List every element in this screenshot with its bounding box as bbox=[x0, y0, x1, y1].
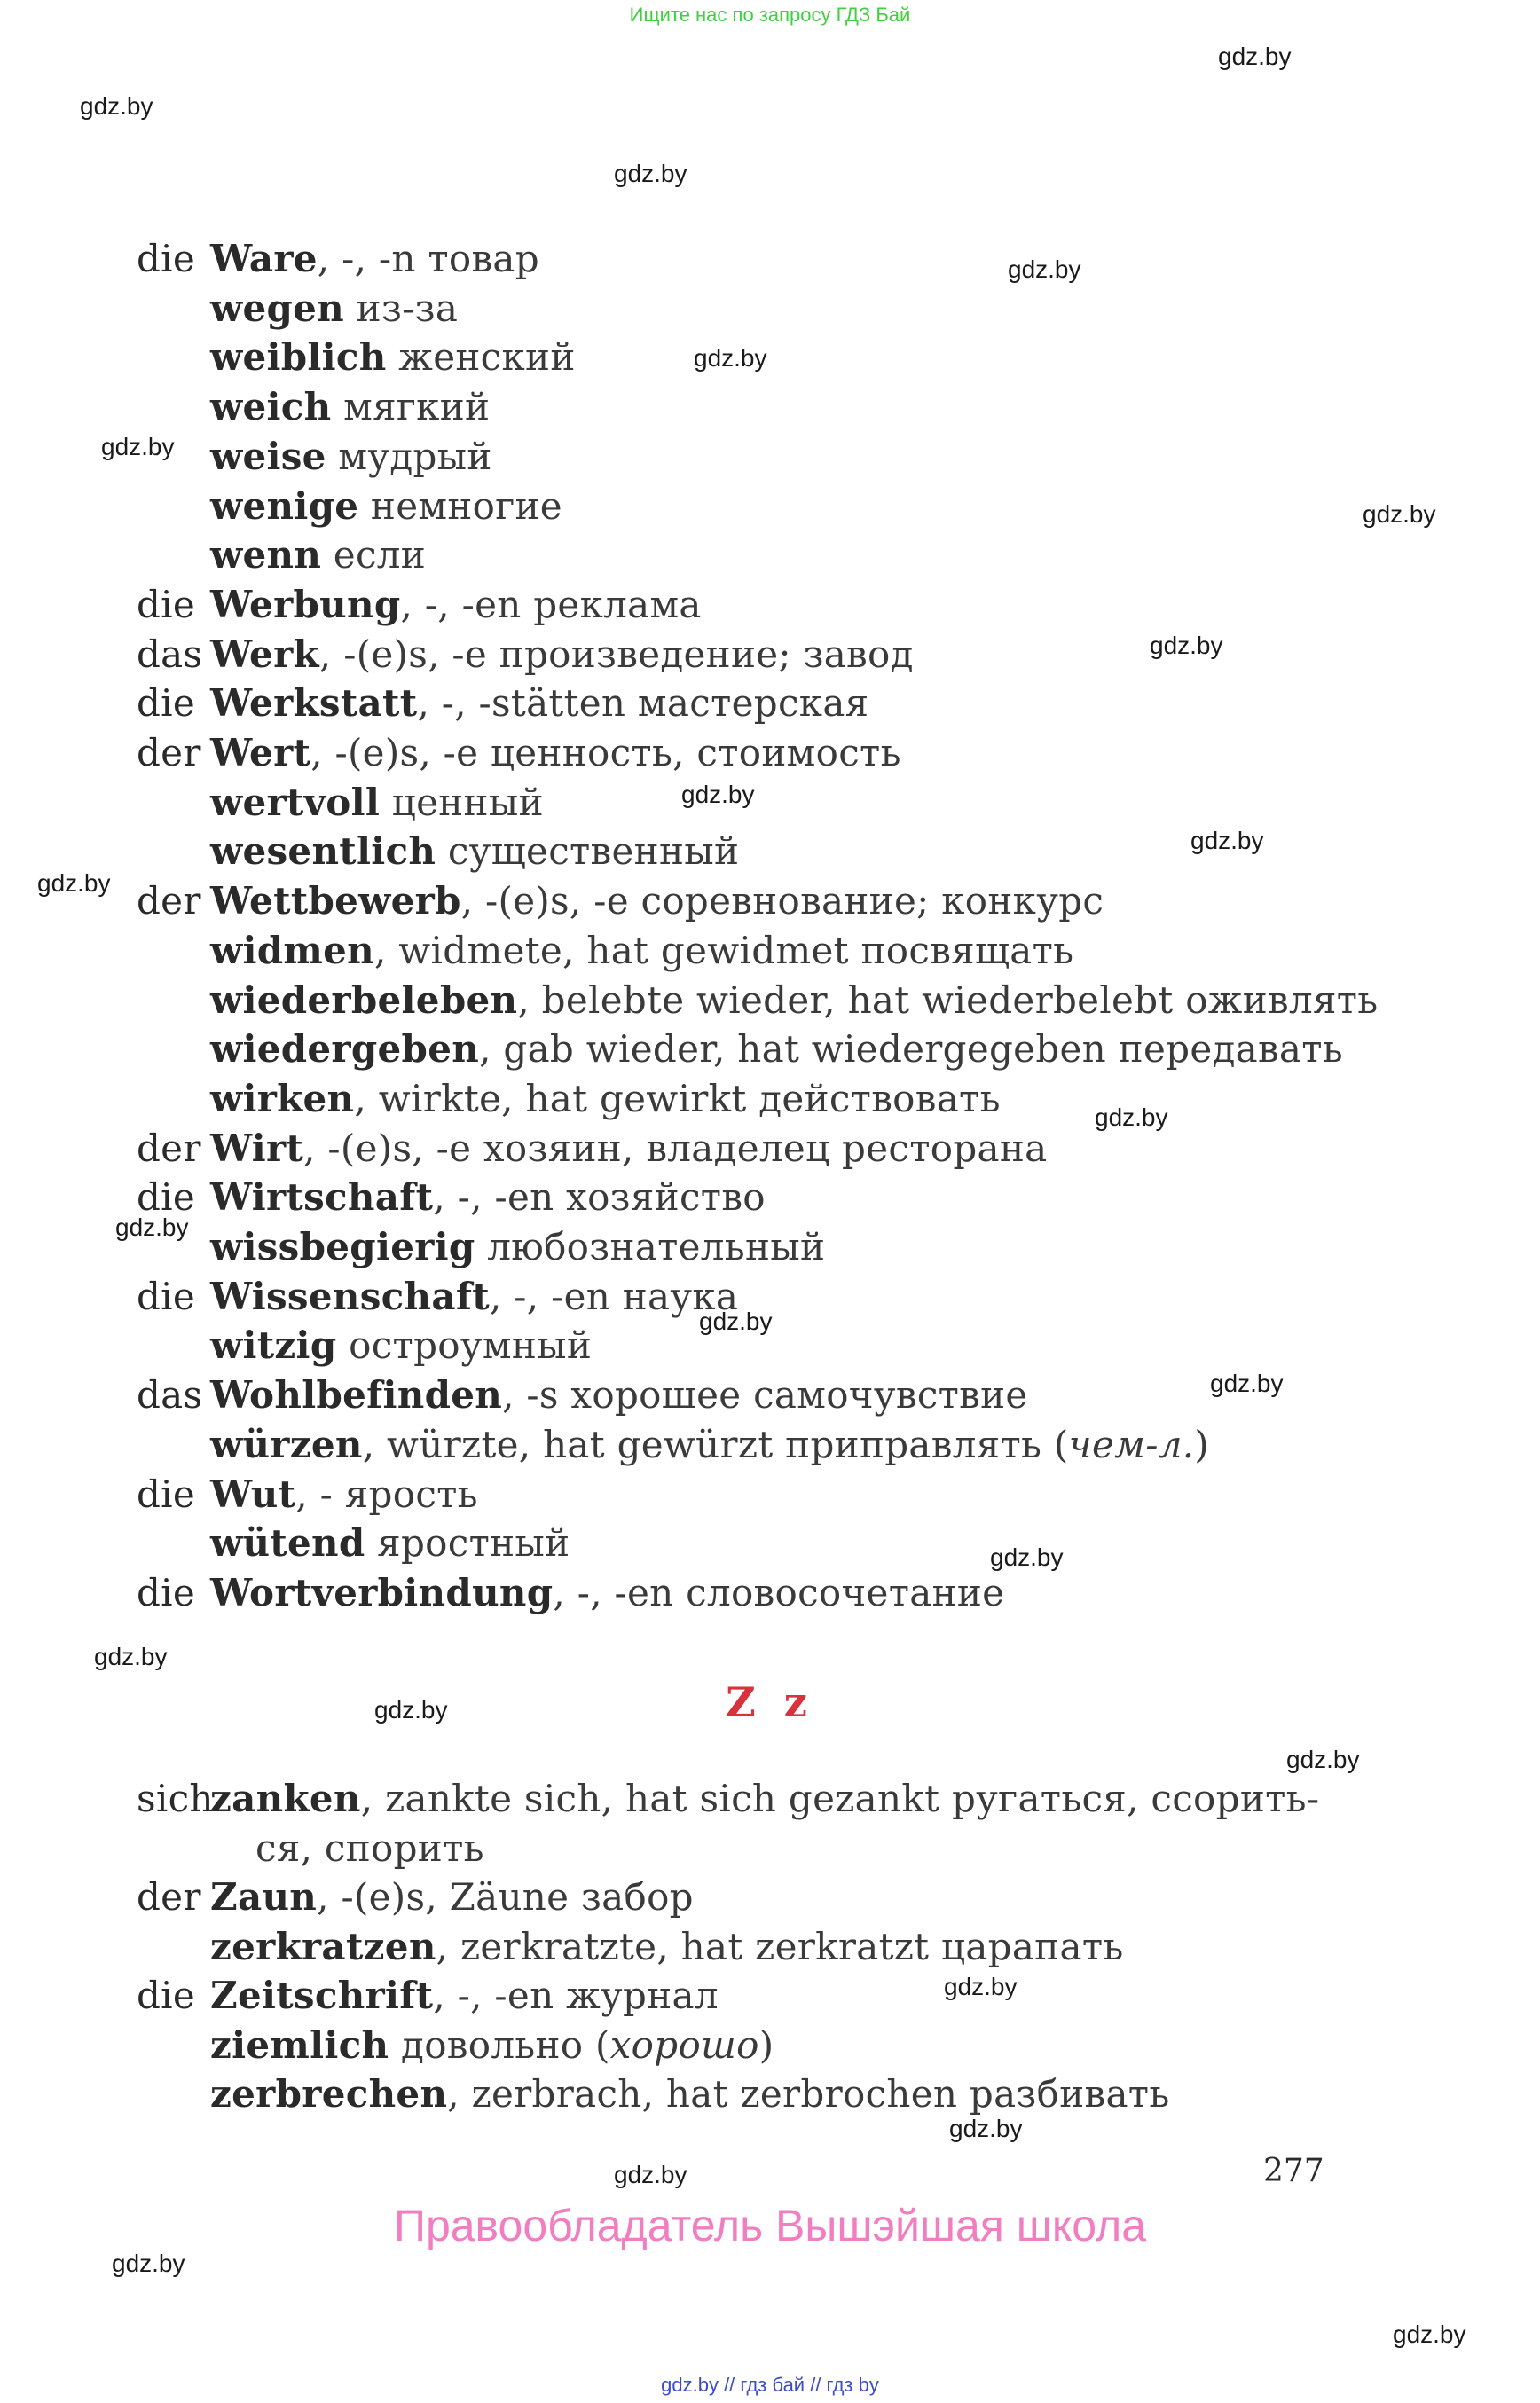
watermark-text: gdz.by bbox=[699, 1308, 773, 1335]
entry-translation: , -(e)s, -e ценность, стоимость bbox=[310, 731, 901, 774]
entry-translation: , gab wieder, hat wiedergegeben передавать bbox=[479, 1027, 1343, 1072]
entry-headword: zerkratzen bbox=[210, 1924, 436, 1968]
entry-headword: weise bbox=[210, 434, 326, 478]
entry-translation: , -, -stätten мастерская bbox=[417, 681, 869, 726]
entry-translation: из-за bbox=[344, 286, 459, 330]
entry-article: der bbox=[137, 731, 201, 774]
watermark-text: gdz.by bbox=[1393, 2321, 1466, 2348]
entry-body bbox=[210, 1222, 825, 1272]
entry-headword: Werbung bbox=[210, 582, 401, 626]
entry-translation: любознательный bbox=[475, 1225, 826, 1268]
entry-body bbox=[210, 1470, 478, 1520]
entry-headword: Wirt bbox=[210, 1126, 304, 1170]
entry-translation: , -, -n товар bbox=[317, 237, 539, 280]
entry-headword: ziemlich bbox=[210, 2022, 389, 2067]
entry-article: das bbox=[137, 632, 203, 676]
watermark-text: gdz.by bbox=[101, 433, 175, 460]
entry-headword: wesentlich bbox=[210, 829, 436, 874]
entry-translation: мягкий bbox=[331, 385, 491, 429]
entry-body bbox=[210, 1774, 1319, 1824]
entry-body bbox=[210, 234, 539, 284]
entry-article: der bbox=[137, 879, 201, 923]
top-banner[interactable]: Ищите нас по запросу ГДЗ Бай bbox=[629, 4, 911, 26]
copyright-holder: Правообладатель Вышэйшая школа bbox=[394, 2201, 1146, 2250]
entry-headword: weich bbox=[210, 385, 332, 429]
entry-headword: Wettbewerb bbox=[210, 879, 461, 923]
entry-body bbox=[210, 2069, 1170, 2119]
entry-headword: wissbegierig bbox=[210, 1225, 475, 1268]
entry-headword: wertvoll bbox=[210, 780, 381, 824]
entry-translation: , -, -en хозяйство bbox=[433, 1175, 766, 1220]
entry-body bbox=[210, 1321, 592, 1370]
entry-tail: ) bbox=[758, 2022, 774, 2067]
entry-translation: немногие bbox=[358, 483, 562, 528]
watermark-text: gdz.by bbox=[1218, 43, 1292, 70]
entry-headword: Zaun bbox=[210, 1875, 318, 1919]
page-number: 277 bbox=[1263, 2153, 1324, 2189]
entry-body bbox=[210, 482, 562, 531]
entry-body bbox=[210, 1971, 719, 2021]
entry-translation: , -, -en журнал bbox=[433, 1974, 719, 2017]
watermark-text: gdz.by bbox=[94, 1643, 168, 1670]
entry-headword: Zeitschrift bbox=[210, 1974, 434, 2017]
watermark-text: gdz.by bbox=[990, 1543, 1064, 1571]
watermark-text: gdz.by bbox=[681, 781, 755, 808]
entry-body bbox=[210, 1420, 1209, 1470]
entry-translation: , -(e)s, Zäune забор bbox=[317, 1875, 694, 1919]
watermark-text: gdz.by bbox=[949, 2115, 1023, 2142]
entry-headword: Werk bbox=[210, 632, 319, 676]
watermark-text: gdz.by bbox=[1008, 255, 1081, 283]
entry-translation: , zerbrach, hat zerbrochen разбивать bbox=[447, 2072, 1170, 2116]
entry-translation: , zerkratzte, hat zerkratzt царапать bbox=[436, 1924, 1124, 1968]
entry-translation: мудрый bbox=[326, 434, 492, 478]
entry-headword: zerbrechen bbox=[210, 2072, 448, 2116]
entry-body bbox=[255, 1824, 484, 1873]
entry-article: die bbox=[137, 681, 196, 726]
entry-article: die bbox=[137, 1472, 196, 1516]
entry-translation: , -(e)s, -e произведение; завод bbox=[318, 632, 914, 676]
watermark-text: gdz.by bbox=[694, 344, 767, 372]
entry-body bbox=[210, 1568, 1004, 1618]
entry-body bbox=[210, 1519, 570, 1568]
entry-translation: ценный bbox=[380, 780, 544, 824]
entry-body bbox=[210, 1922, 1124, 1972]
letter-heading: Z z bbox=[726, 1678, 814, 1726]
entry-body bbox=[210, 1873, 694, 1922]
entry-article: die bbox=[137, 1570, 196, 1614]
entry-translation: довольно ( bbox=[389, 2022, 610, 2067]
entry-headword: Wirtschaft bbox=[210, 1175, 434, 1220]
entry-body bbox=[210, 926, 1073, 976]
entry-body bbox=[210, 630, 914, 679]
entry-translation: ся, спорить bbox=[255, 1826, 484, 1870]
entry-translation: , zankte sich, hat sich gezankt ругаться, ссорить- bbox=[360, 1777, 1320, 1820]
entry-translation: , -(e)s, -e хозяин, владелец ресторана bbox=[303, 1126, 1048, 1170]
entry-headword: würzen bbox=[210, 1422, 363, 1466]
entry-translation: остроумный bbox=[336, 1323, 593, 1368]
entry-translation: , -, -en словосочетание bbox=[553, 1570, 1005, 1614]
entry-article: sich bbox=[137, 1777, 214, 1820]
entry-body bbox=[210, 1124, 1047, 1174]
entry-body bbox=[210, 1272, 738, 1322]
entry-body bbox=[210, 728, 901, 778]
entry-body bbox=[210, 1370, 1028, 1420]
entry-article: die bbox=[137, 582, 196, 626]
entry-italic-note: хорошо bbox=[609, 2022, 759, 2067]
entry-translation: яростный bbox=[365, 1521, 570, 1566]
watermark-text: gdz.by bbox=[80, 92, 153, 120]
entry-headword: Wortverbindung bbox=[210, 1570, 554, 1614]
entry-article: die bbox=[137, 1974, 196, 2017]
watermark-text: gdz.by bbox=[115, 1213, 189, 1241]
entry-tail: ) bbox=[1194, 1422, 1210, 1466]
entry-body bbox=[210, 1173, 766, 1222]
watermark-text: gdz.by bbox=[944, 1973, 1018, 2000]
entry-headword: wiederbeleben bbox=[210, 978, 518, 1022]
entry-body bbox=[210, 580, 702, 630]
entry-article: die bbox=[137, 1175, 196, 1220]
entry-body bbox=[210, 284, 458, 334]
entry-translation: , belebte wieder, hat wiederbelebt оживлять bbox=[517, 978, 1379, 1022]
entry-body bbox=[210, 778, 544, 828]
watermark-text: gdz.by bbox=[37, 869, 111, 897]
entry-headword: wegen bbox=[210, 286, 345, 330]
entry-italic-note: чем-л. bbox=[1068, 1422, 1195, 1466]
entry-body bbox=[210, 432, 492, 482]
entry-body bbox=[210, 530, 426, 580]
entry-headword: wiedergeben bbox=[210, 1027, 480, 1072]
entry-article: die bbox=[137, 237, 196, 280]
entry-headword: Werkstatt bbox=[210, 681, 418, 726]
watermark-text: gdz.by bbox=[614, 2161, 688, 2188]
entry-headword: Wohlbefinden bbox=[210, 1373, 503, 1417]
entry-headword: wütend bbox=[210, 1521, 365, 1566]
entry-headword: zanken bbox=[210, 1777, 361, 1820]
entry-body bbox=[210, 1025, 1343, 1074]
entry-translation: , würzte, hat gewürzt приправлять ( bbox=[362, 1422, 1069, 1466]
watermark-text: gdz.by bbox=[1095, 1103, 1168, 1131]
entry-headword: wenn bbox=[210, 533, 322, 577]
watermark-text: gdz.by bbox=[1210, 1370, 1284, 1397]
entry-body bbox=[210, 679, 868, 728]
entry-translation: , - ярость bbox=[295, 1472, 478, 1516]
entry-headword: Ware bbox=[210, 237, 318, 280]
watermark-text: gdz.by bbox=[112, 2250, 185, 2277]
watermark-text: gdz.by bbox=[1150, 632, 1223, 659]
entry-translation: , wirkte, hat gewirkt действовать bbox=[354, 1076, 1001, 1120]
watermark-text: gdz.by bbox=[1190, 827, 1264, 854]
entry-article: die bbox=[137, 1274, 196, 1318]
entry-headword: witzig bbox=[210, 1323, 337, 1368]
entry-translation: , -, -en реклама bbox=[400, 582, 702, 626]
entry-translation: , -(e)s, -e соревнование; конкурс bbox=[460, 879, 1104, 923]
entry-translation: женский bbox=[386, 335, 576, 380]
entry-body bbox=[210, 976, 1378, 1025]
entry-translation: , -, -en наука bbox=[489, 1274, 739, 1318]
entry-translation: существенный bbox=[436, 829, 740, 874]
watermark-text: gdz.by bbox=[1363, 500, 1436, 528]
entry-article: das bbox=[137, 1373, 203, 1417]
entry-translation: , widmete, hat gewidmet посвящать bbox=[373, 928, 1074, 972]
entry-headword: weiblich bbox=[210, 335, 387, 380]
entry-body bbox=[210, 1074, 1001, 1124]
entry-article: der bbox=[137, 1126, 201, 1170]
entry-body bbox=[210, 2021, 774, 2070]
entry-body bbox=[210, 876, 1104, 926]
entry-headword: widmen bbox=[210, 928, 374, 972]
watermark-text: gdz.by bbox=[1286, 1746, 1360, 1773]
entry-headword: Wert bbox=[210, 731, 311, 774]
entry-body bbox=[210, 382, 490, 432]
watermark-text: gdz.by bbox=[614, 160, 688, 187]
entry-body bbox=[210, 827, 739, 876]
entry-article: der bbox=[137, 1875, 201, 1919]
watermark-text: gdz.by bbox=[374, 1696, 448, 1724]
entry-body bbox=[210, 333, 576, 382]
entry-headword: Wut bbox=[210, 1472, 296, 1516]
entry-headword: wenige bbox=[210, 483, 359, 528]
footer-links[interactable]: gdz.by // гдз бай // гдз by bbox=[661, 2374, 879, 2396]
entry-headword: wirken bbox=[210, 1076, 355, 1120]
entry-translation: если bbox=[321, 533, 427, 577]
entry-translation: , -s хорошее самочувствие bbox=[502, 1373, 1028, 1417]
entry-headword: Wissenschaft bbox=[210, 1274, 490, 1318]
